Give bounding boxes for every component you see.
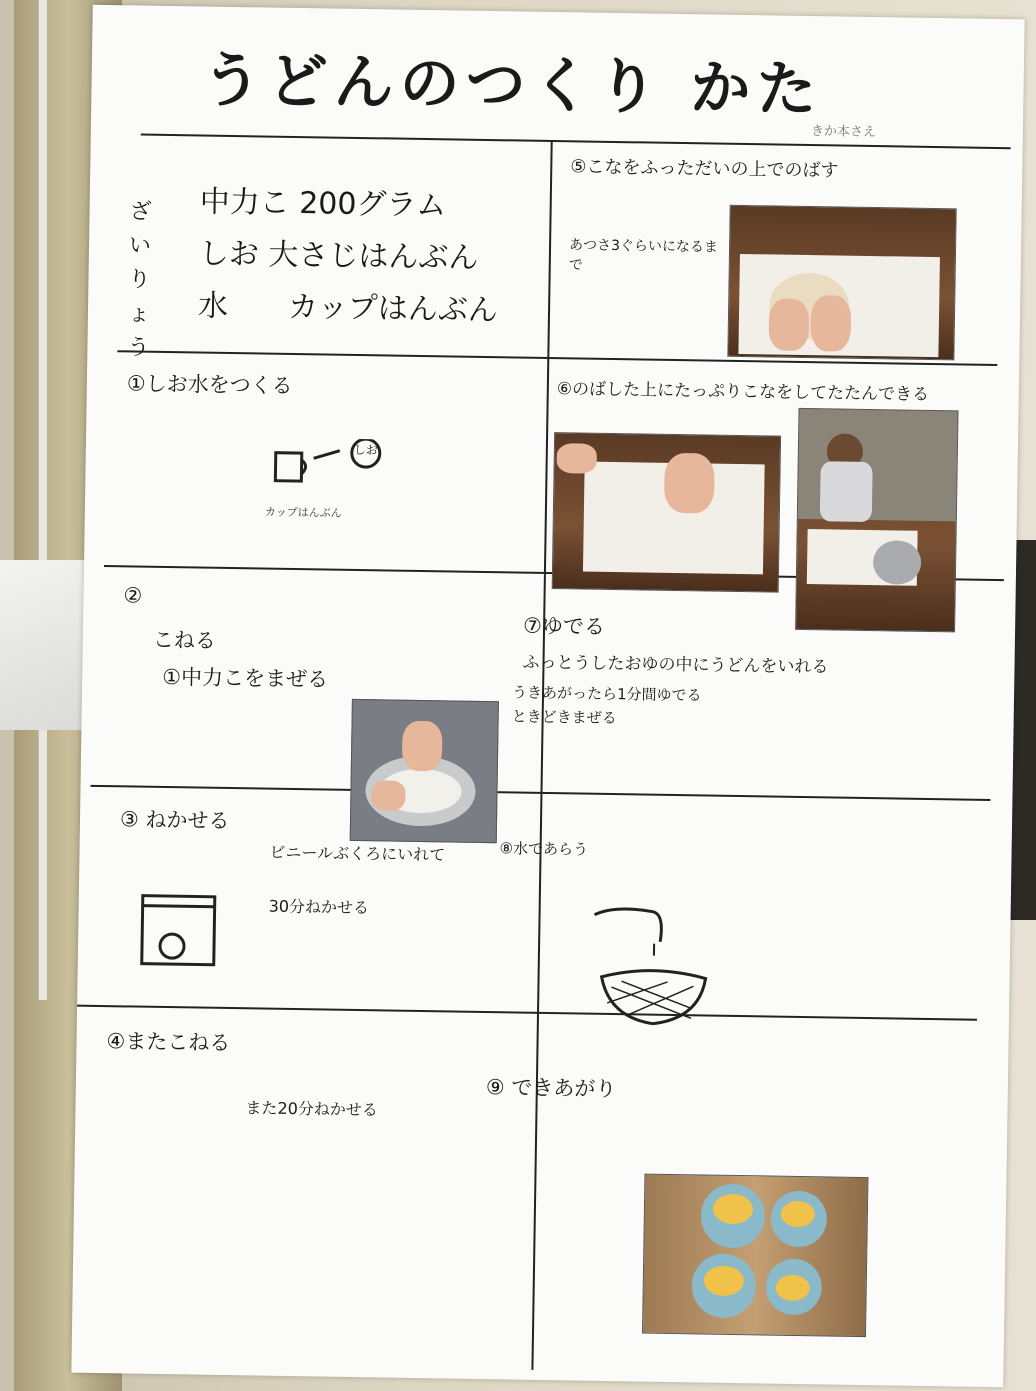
- step-3-title: ③ ねかせる: [119, 807, 230, 834]
- grid-line: [141, 134, 1011, 150]
- corner-note: きか本さえ: [810, 124, 877, 141]
- fried-tofu: [713, 1194, 753, 1225]
- grid-line: [531, 140, 552, 1370]
- cup-note: カップはんぶん: [264, 505, 342, 520]
- ingredient-line: しお 大さじはんぶん: [198, 236, 479, 276]
- recipe-poster: [71, 5, 1024, 1387]
- fried-tofu: [776, 1275, 810, 1302]
- step-4-title: ④またこねる: [106, 1029, 231, 1056]
- cutting-photo: [552, 432, 781, 593]
- hand: [371, 780, 405, 811]
- fried-tofu: [704, 1266, 744, 1297]
- wall-pipe: [38, 0, 47, 1000]
- step-1-title: ①しお水をつくる: [126, 371, 293, 398]
- rolling-photo: [727, 205, 956, 361]
- step-5-title: ⑤こなをふっただいの上でのばす: [570, 156, 839, 182]
- fried-tofu: [781, 1201, 815, 1228]
- ingredient-line: 中力こ 200グラム: [199, 184, 447, 224]
- hand: [664, 453, 715, 514]
- poster-title: うどんのつくり かた: [201, 45, 823, 126]
- ingredients-label: ざいりょう: [127, 199, 152, 361]
- kneading-photo: [350, 699, 499, 843]
- step-2-title: こねる: [152, 627, 217, 653]
- grid-line: [77, 1005, 977, 1021]
- step-2-detail: ①中力こをまぜる: [162, 664, 329, 692]
- child-body: [820, 461, 873, 522]
- cup-drawing: [265, 438, 406, 500]
- child-cutting-photo: [795, 408, 958, 632]
- step-7-detail: うきあがったら1分間ゆでる: [511, 683, 702, 705]
- salt-label: しお: [353, 442, 378, 458]
- hand: [557, 443, 597, 474]
- step-7-detail: ときどきまぜる: [511, 707, 617, 728]
- ingredients-list: [198, 176, 500, 337]
- step-7-detail: ふっとうしたおゆの中にうどんをいれる: [522, 652, 829, 678]
- hand: [810, 295, 851, 352]
- strainer-drawing: [587, 903, 719, 1035]
- finished-udon-photo: [642, 1174, 868, 1337]
- step-7-title: ⑦ゆでる: [522, 613, 606, 639]
- step-8-title: ⑧水であらう: [499, 839, 589, 859]
- step-3-detail: 30分ねかせる: [268, 896, 370, 918]
- hand: [402, 721, 443, 772]
- step-9-title: ⑨ できあがり: [485, 1075, 617, 1102]
- step-2-num: ②: [123, 583, 143, 608]
- step-5-detail: あつさ3ぐらいになるまで: [568, 237, 719, 274]
- step-3-detail: ビニールぶくろにいれて: [269, 842, 446, 865]
- bag-drawing: [138, 886, 221, 971]
- ingredient-line: 水 カップはんぶん: [197, 288, 499, 329]
- step-4-detail: また20分ねかせる: [245, 1098, 379, 1120]
- hand: [768, 298, 809, 351]
- step-6-title: ⑥のばした上にたっぷりこなをしてたたんできる: [556, 379, 930, 405]
